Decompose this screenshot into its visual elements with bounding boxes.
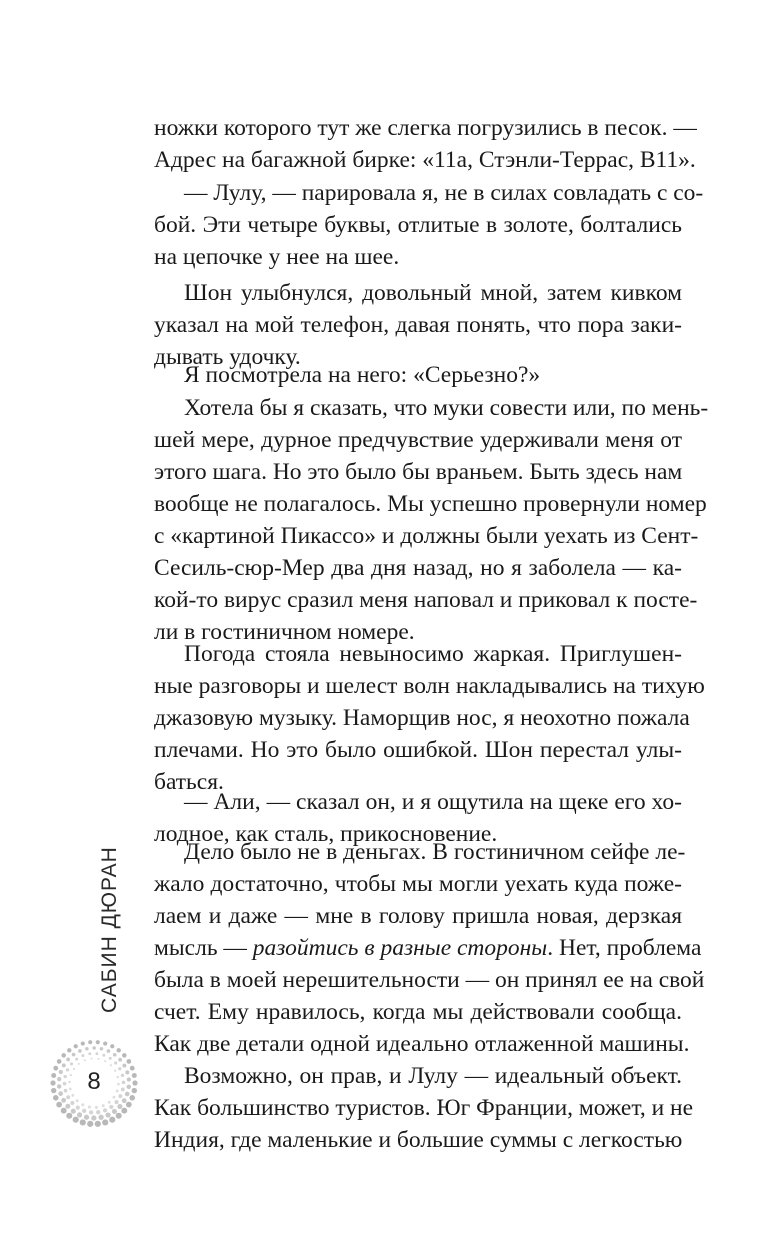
ornament-dot (73, 1117, 79, 1123)
ornament-dot (72, 1053, 76, 1057)
ornament-dot (109, 1105, 113, 1109)
ornament-dot (65, 1104, 70, 1109)
ornament-dot (77, 1112, 82, 1117)
ornament-dot (61, 1053, 65, 1058)
ornament-dot (117, 1048, 121, 1052)
text-line: кой-то вирус сразил меня наповал и приковал к посте- (154, 587, 698, 613)
ornament-dot (126, 1102, 132, 1108)
ornament-dot (67, 1048, 71, 1052)
ornament-dot (91, 1115, 96, 1120)
text-line: жало достаточно, чтобы мы могли уехать куда поже- (154, 871, 682, 897)
text-line: вообще не полагалось. Мы успешно провернули номер (154, 491, 707, 517)
text-line: лаем и даже — мне в голову пришла новая, дерзкая (154, 903, 682, 929)
ornament-dot (113, 1053, 117, 1057)
ornament-dot (81, 1054, 84, 1057)
text-line: указал на мой телефон, давая понять, что пора заки- (154, 312, 682, 338)
ornament-dot (57, 1059, 62, 1064)
ornament-dot (102, 1119, 108, 1125)
ornament-dot (105, 1112, 110, 1117)
ornament-dot (102, 1104, 105, 1107)
text-line: мысль — разойтись в разные стороны. Нет, проблема (154, 935, 702, 961)
ornament-dot (56, 1102, 62, 1108)
text-line: Погода стояла невыносимо жаркая. Приглушен- (184, 641, 682, 667)
ornament-dot (103, 1041, 107, 1045)
ornament-dot (109, 1057, 112, 1060)
ornament-dot (84, 1115, 89, 1120)
ornament-dot (87, 1121, 93, 1127)
ornament-dot (100, 1047, 104, 1051)
text-line: джазовую музыку. Наморщив нос, я неохотно пожала (154, 705, 690, 731)
text-line: Дело было не в деньгах. В гостиничном сейфе ле- (184, 839, 686, 865)
text-line: — Али, — сказал он, и я ощутила на щеке его хо- (184, 789, 682, 815)
ornament-dot (82, 1109, 86, 1113)
ornament-dot (88, 1106, 91, 1109)
text-line: Адрес на багажной бирке: «11а, Стэнли-Террас, B11». (154, 147, 696, 173)
text-line: Сесиль-сюр-Мер два дня назад, но я заболела — ка- (154, 555, 682, 581)
ornament-dot (102, 1054, 105, 1057)
text-line: на цепочке у нее на шее. (154, 244, 400, 270)
ornament-dot (92, 1046, 96, 1050)
text-line: — Лулу, — парировала я, не в силах совладать с со- (184, 180, 704, 206)
text-line: Хотела бы я сказать, что муки совести или, по мень- (184, 395, 709, 421)
text-line: счет. Ему нравилось, когда мы действовали сообща. (154, 999, 682, 1025)
text-line: баться. (154, 769, 224, 795)
ornament-dot (80, 1119, 86, 1125)
text-line: этого шага. Но это было бы враньем. Быть здесь нам (154, 459, 683, 485)
page-number: 8 (87, 1068, 101, 1095)
ornament-dot (98, 1115, 103, 1120)
ornament-dot (78, 1049, 82, 1053)
ornament-dot (75, 1058, 78, 1061)
text-line: ножки которого тут же слегка погрузились в песок. — (154, 115, 697, 141)
text-line: с «картиной Пикассо» и должны были уехать из Сент- (154, 523, 699, 549)
ornament-dot (85, 1047, 89, 1051)
ornament-dot (122, 1053, 127, 1058)
ornament-dot (70, 1101, 74, 1105)
ornament-dot (109, 1117, 115, 1123)
text-line: Возможно, он прав, и Лулу — идеальный объект. (184, 1063, 682, 1089)
ornament-dot (107, 1049, 111, 1053)
text-line: ные разговоры и шелест волн накладывались на тихую (154, 673, 705, 699)
ornament-dot (116, 1113, 122, 1119)
text-line: Как большинство туристов. Юг Франции, может, и не (154, 1095, 694, 1121)
ornament-dot (95, 1121, 101, 1127)
author-name: САБИН ДЮРАН (98, 846, 121, 1013)
ornament-dot (89, 1110, 93, 1114)
text-line: дывать удочку. (154, 344, 301, 370)
text-line: шей мере, дурное предчувствие удерживали меня от (154, 427, 682, 453)
text-line: плечами. Но это было ошибкой. Шон перестал улы- (154, 737, 682, 763)
ornament-dot (98, 1058, 100, 1060)
ornament-dot (76, 1099, 79, 1102)
text-line: лодное, как сталь, прикосновение. (154, 821, 498, 847)
ornament-dot (96, 1110, 100, 1114)
text-line: Я посмотрела на него: «Серьезно?» (184, 362, 541, 388)
ornament-dot (104, 1060, 106, 1062)
ornament-dot (117, 1104, 122, 1109)
ornament-dot (84, 1059, 86, 1061)
ornament-dot (96, 1040, 100, 1044)
text-line: была в моей нерешительности — он принял ее на свой (154, 967, 705, 993)
text-line: бой. Эти четыре буквы, отлитые в золоте, болтались (154, 212, 682, 238)
ornament-dot (108, 1101, 111, 1104)
ornament-dot (112, 1109, 117, 1114)
ornament-dot (91, 1058, 93, 1060)
ornament-dot (66, 1058, 70, 1062)
ornament-dot (61, 1108, 67, 1114)
ornament-dot (95, 1106, 98, 1109)
ornament-dot (103, 1108, 107, 1112)
ornament-dot (95, 1052, 98, 1055)
ornament-dot (71, 1109, 76, 1114)
ornament-dot (66, 1113, 72, 1119)
ornament-dot (118, 1058, 122, 1062)
ornament-dot (127, 1059, 132, 1064)
ornament-dot (76, 1106, 80, 1110)
text-line: Как две детали одной идеально отлаженной машины. (154, 1031, 690, 1057)
ornament-dot (74, 1044, 78, 1048)
ornament-dot (88, 1052, 91, 1055)
ornament-dot (88, 1040, 92, 1044)
text-line: ли в гостиничном номере. (154, 619, 415, 645)
ornament-dot (121, 1108, 127, 1114)
text-line: Шон улыбнулся, довольный мной, затем кивком (184, 280, 682, 306)
ornament-dot (81, 1041, 85, 1045)
ornament-dot (110, 1044, 114, 1048)
text-line: Индия, где маленькие и большие суммы с легкостью (154, 1127, 683, 1153)
ornament-dot (81, 1103, 84, 1106)
ornament-dot (114, 1100, 118, 1104)
